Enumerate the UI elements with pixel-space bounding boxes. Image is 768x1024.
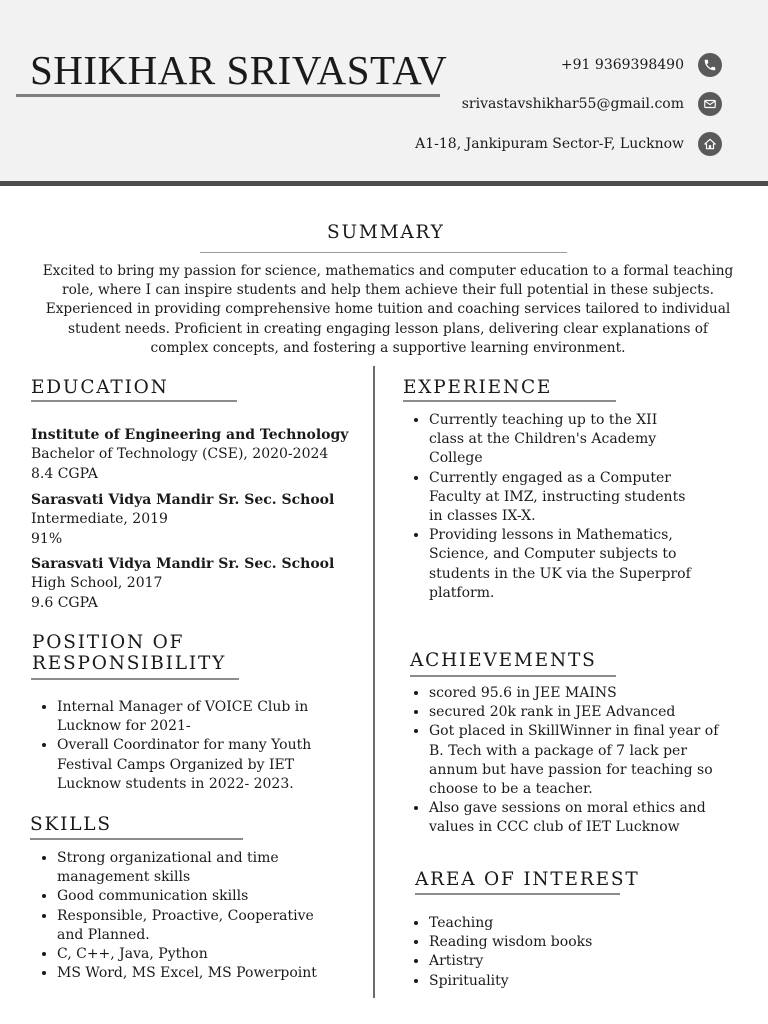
interest-heading: AREA OF INTEREST: [415, 869, 640, 890]
position-heading-line1: POSITION OF: [32, 632, 185, 653]
education-rule: [31, 400, 237, 402]
education-degree: Intermediate, 2019: [31, 511, 168, 528]
summary-rule: [200, 252, 567, 253]
email-icon: [698, 92, 722, 116]
contact-address: [415, 132, 722, 156]
education-school: Sarasvati Vidya Mandir Sr. Sec. School: [31, 556, 335, 572]
interest-rule: [415, 893, 620, 895]
email-text: srivastavshikhar55@gmail.com: [461, 96, 684, 112]
list-item: • secured 20k rank in JEE Advanced: [429, 703, 729, 722]
list-item: • scored 95.6 in JEE MAINS: [429, 684, 729, 703]
education-school: Institute of Engineering and Technology: [31, 427, 349, 443]
education-school: Sarasvati Vidya Mandir Sr. Sec. School: [31, 492, 335, 508]
list-item: • Responsible, Proactive, Cooperative and Planned.: [57, 907, 327, 945]
candidate-name: SHIKHAR SRIVASTAV: [30, 47, 448, 93]
list-item: • Strong organizational and time management skills: [57, 849, 327, 887]
experience-rule: [403, 400, 616, 402]
education-entry: [31, 555, 334, 613]
education-entry: [31, 426, 348, 484]
education-score: 91%: [31, 530, 63, 547]
home-icon: [698, 132, 722, 156]
skills-heading: SKILLS: [30, 814, 112, 835]
list-item: • Providing lessons in Mathematics, Science, and Computer subjects to students in the UK via the Superprof platform.: [429, 526, 694, 603]
education-score: 9.6 CGPA: [31, 594, 98, 611]
address-text: A1-18, Jankipuram Sector-F, Lucknow: [415, 136, 684, 152]
education-heading: EDUCATION: [31, 377, 169, 398]
list-item: • Currently teaching up to the XII class at the Children's Academy College: [429, 411, 694, 469]
skills-list: [31, 849, 327, 983]
list-item: • Currently engaged as a Computer Faculty at IMZ, instructing students in classes IX-X.: [429, 469, 694, 527]
list-item: • Spirituality: [429, 972, 699, 991]
name-underline: [16, 94, 440, 97]
position-list: [31, 698, 357, 794]
achievements-rule: [410, 675, 616, 677]
achievements-heading: ACHIEVEMENTS: [410, 650, 597, 671]
list-item: • Teaching: [429, 914, 699, 933]
list-item: • Also gave sessions on moral ethics and values in CCC club of IET Lucknow: [429, 799, 729, 837]
header: [0, 0, 768, 186]
education-degree: High School, 2017: [31, 575, 163, 592]
list-item: • Overall Coordinator for many Youth Festival Camps Organized by IET Lucknow students in 2022- 2023.: [57, 736, 357, 794]
education-degree: Bachelor of Technology (CSE), 2020-2024: [31, 446, 329, 463]
list-item: • C, C++, Java, Python: [57, 945, 327, 964]
position-heading-line2: RESPONSIBILITY: [32, 653, 227, 674]
education-entry: [31, 491, 334, 549]
summary-heading: SUMMARY: [327, 222, 445, 243]
position-rule: [31, 678, 239, 680]
list-item: • MS Word, MS Excel, MS Powerpoint: [57, 964, 327, 983]
experience-list: [403, 411, 694, 603]
phone-text: +91 9369398490: [560, 57, 684, 73]
skills-rule: [30, 838, 243, 840]
list-item: • Reading wisdom books: [429, 933, 699, 952]
experience-heading: EXPERIENCE: [403, 377, 553, 398]
interest-list: [403, 914, 699, 991]
phone-icon: [698, 53, 722, 77]
achievements-list: [403, 684, 729, 838]
list-item: • Good communication skills: [57, 887, 327, 906]
list-item: • Got placed in SkillWinner in final year of B. Tech with a package of 7 lack per annum but have passion for teaching so choose to be a teacher.: [429, 722, 729, 799]
list-item: • Artistry: [429, 952, 699, 971]
contact-phone: [561, 53, 722, 77]
column-divider: [373, 366, 375, 998]
education-score: 8.4 CGPA: [31, 465, 98, 482]
contact-email: [462, 92, 722, 116]
summary-text: Excited to bring my passion for science, mathematics and computer education to a formal teaching role, where I can inspire students and help them achieve their full potential in these subjects. Experienced in providing comprehensive home tuition and coaching services tailored to individual student needs. Proficient in creating engaging lesson plans, delivering clear explanations of complex concepts, and fostering a supportive learning environment.: [42, 263, 734, 356]
list-item: • Internal Manager of VOICE Club in Lucknow for 2021-: [57, 698, 357, 736]
